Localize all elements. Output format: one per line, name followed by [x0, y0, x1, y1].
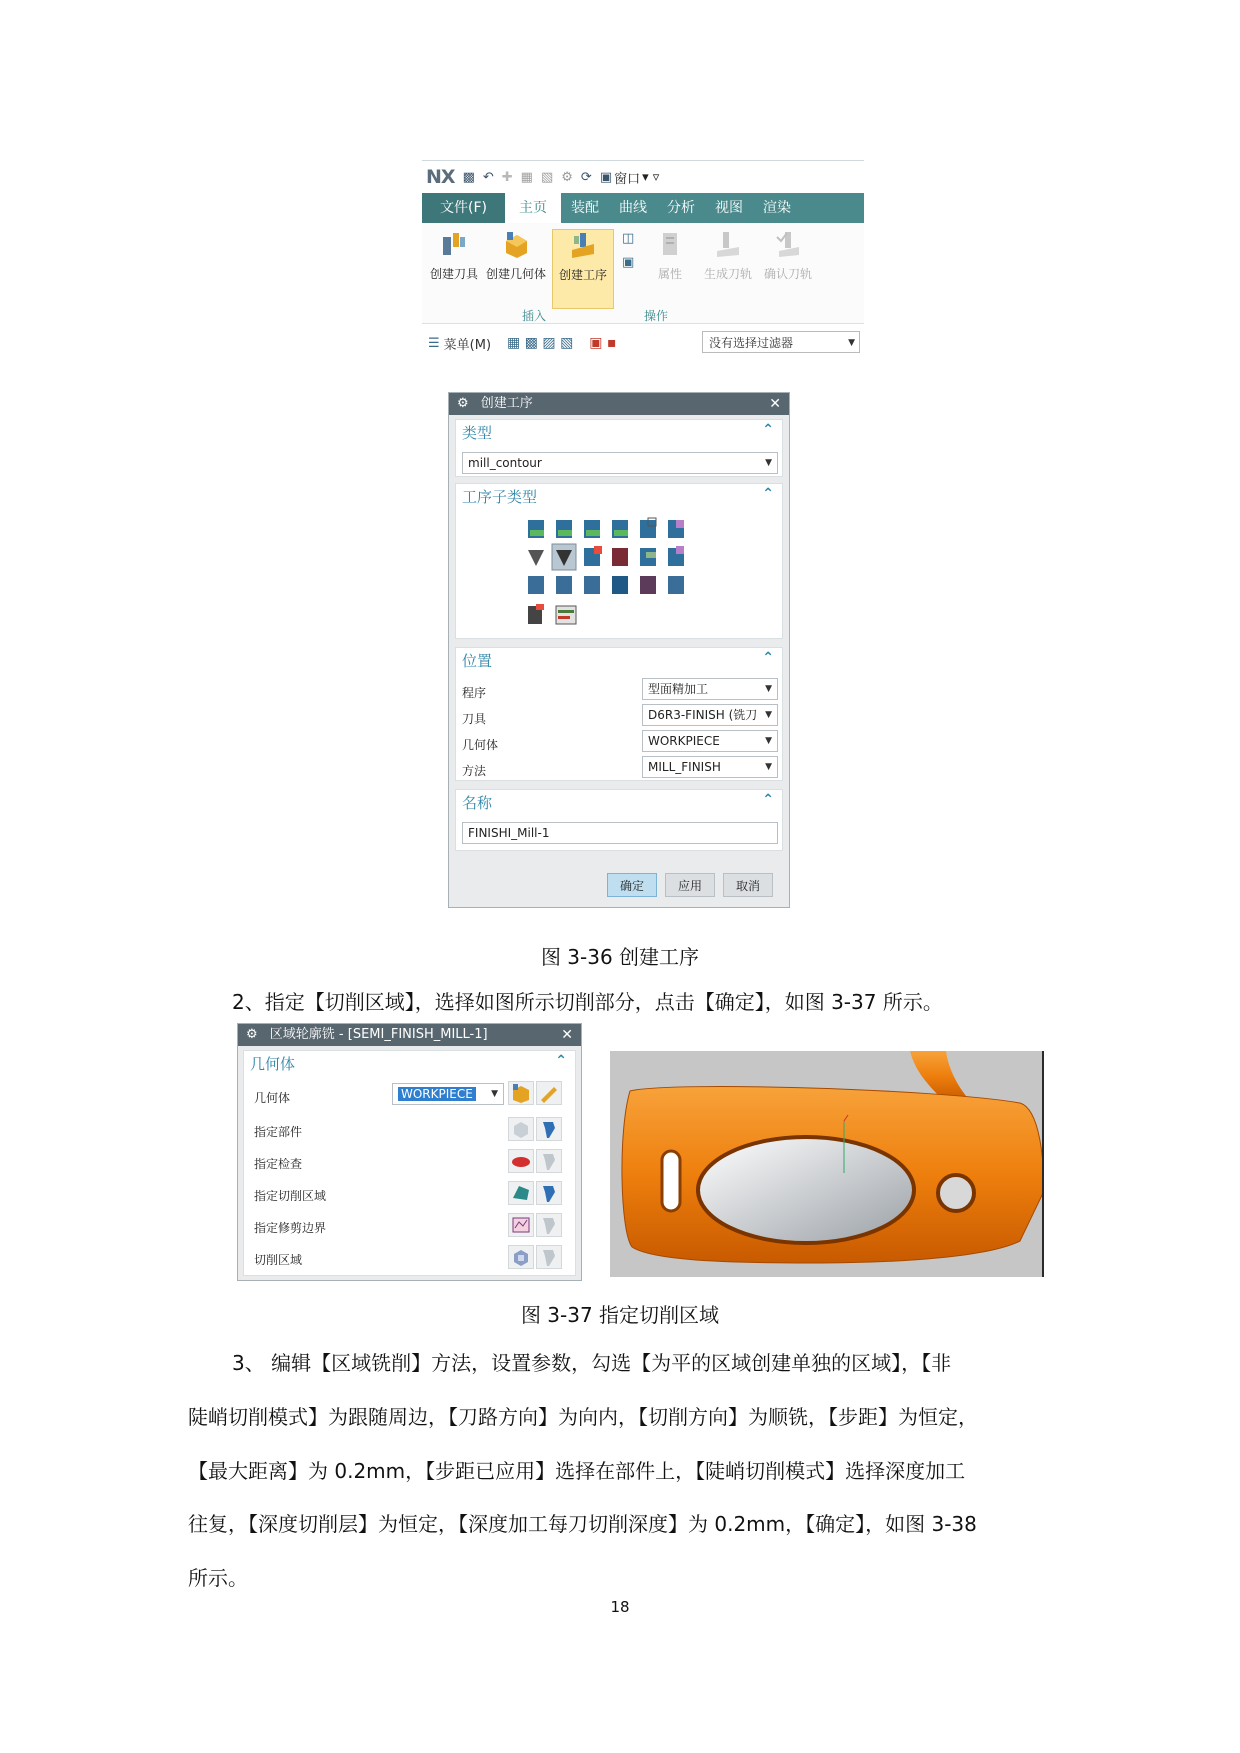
- graphics-viewport[interactable]: [610, 1051, 1044, 1277]
- step-3-line-3: 【最大距离】为 0.2mm，【步距已应用】选择在部件上，【陡峭切削模式】选择深度加工: [188, 1459, 966, 1483]
- create-tool-icon: [439, 229, 469, 259]
- geometry-label: 几何体: [254, 1091, 291, 1105]
- cancel-button[interactable]: 取消: [723, 873, 773, 897]
- operation-subtype-icon-grid[interactable]: [526, 516, 726, 636]
- tab-home[interactable]: 主页: [505, 193, 561, 223]
- tab-view[interactable]: 视图: [714, 200, 743, 216]
- generate-toolpath-icon: [713, 229, 743, 259]
- collapse-icon[interactable]: ⌃: [555, 1053, 567, 1069]
- program-value: 型面精加工: [648, 682, 709, 696]
- collapse-icon[interactable]: ⌃: [762, 792, 774, 808]
- name-section: [455, 789, 783, 851]
- flashlight-icon[interactable]: [536, 1213, 562, 1237]
- dialog-title-bar: [238, 1024, 581, 1046]
- create-operation-icon: [568, 230, 598, 260]
- tab-render[interactable]: 渲染: [762, 200, 791, 216]
- location-header[interactable]: 位置: [462, 652, 493, 670]
- method-select[interactable]: [642, 756, 778, 778]
- chevron-down-icon: ▼: [765, 458, 772, 468]
- properties-button[interactable]: [640, 229, 700, 282]
- close-icon[interactable]: ✕: [769, 396, 781, 412]
- chevron-down-icon: ▼: [491, 1089, 498, 1099]
- tools-icon[interactable]: ⚙: [561, 169, 573, 185]
- location-section: [455, 647, 783, 781]
- dialog-title: 创建工序: [480, 396, 533, 411]
- subtype-row-4: [528, 604, 576, 624]
- trim-boundary-select-icon[interactable]: [508, 1213, 534, 1237]
- create-tool-label: 创建刀具: [429, 267, 478, 281]
- chevron-down-icon: ▼: [848, 338, 855, 348]
- check-select-icon[interactable]: [508, 1149, 534, 1173]
- type-value: mill_contour: [468, 456, 542, 470]
- chevron-down-icon: ▼: [765, 684, 772, 694]
- generate-toolpath-label: 生成刀轨: [703, 267, 752, 281]
- dialog-title: 区域轮廓铣 - [SEMI_FINISH_MILL-1]: [269, 1027, 488, 1042]
- chevron-down-icon: ▼: [765, 736, 772, 746]
- step-2-paragraph: 2、指定【切削区域】，选择如图所示切削部分，点击【确定】，如图 3-37 所示。: [232, 990, 943, 1014]
- subtype-section: [455, 483, 783, 639]
- copy-icon[interactable]: ▦: [520, 169, 533, 185]
- collapse-icon[interactable]: ⌃: [762, 486, 774, 502]
- step-3-line-5: 所示。: [188, 1566, 248, 1590]
- nx-logo: NX: [426, 166, 455, 188]
- name-value: FINISHI_Mill-1: [468, 826, 550, 840]
- type-select[interactable]: [462, 452, 778, 474]
- window-menu[interactable]: 窗口: [614, 171, 641, 187]
- snap-tools-icon[interactable]: ▣ ▪: [589, 335, 617, 351]
- redo-icon[interactable]: ✚: [501, 169, 513, 185]
- window-icon[interactable]: ▣: [599, 169, 613, 185]
- program-select[interactable]: [642, 678, 778, 700]
- small-copy-icon[interactable]: ◫: [622, 231, 635, 246]
- menu-button[interactable]: 菜单(M): [443, 337, 492, 353]
- properties-label: 属性: [657, 267, 682, 281]
- method-value: MILL_FINISH: [648, 760, 721, 774]
- geometry-select[interactable]: [642, 730, 778, 752]
- small-edit-icon[interactable]: ▣: [622, 255, 635, 270]
- selection-bar: [422, 328, 864, 358]
- method-label: 方法: [462, 764, 487, 778]
- geometry-select[interactable]: [392, 1083, 504, 1105]
- menu-icon: ☰: [428, 335, 440, 351]
- page-number: 18: [610, 1598, 630, 1616]
- create-operation-dialog: [448, 392, 790, 908]
- selection-filter-value: 没有选择过滤器: [709, 336, 794, 350]
- tool-value: D6R3-FINISH (铣刀: [648, 708, 758, 722]
- close-icon[interactable]: ✕: [561, 1027, 573, 1043]
- chevron-down-icon: ▼: [765, 762, 772, 772]
- tab-analysis[interactable]: 分析: [666, 200, 695, 216]
- create-geometry-button[interactable]: [486, 229, 546, 282]
- create-geometry-label: 创建几何体: [486, 267, 547, 281]
- create-geometry-icon[interactable]: [508, 1081, 534, 1105]
- touch-mode-icon[interactable]: ⟳: [580, 169, 592, 185]
- step-3-line-1: 3、 编辑【区域铣削】方法，设置参数，勾选【为平的区域创建单独的区域】，【非: [232, 1351, 952, 1375]
- verify-toolpath-button[interactable]: [758, 229, 818, 282]
- program-label: 程序: [462, 686, 487, 700]
- ok-button[interactable]: 确定: [607, 873, 657, 897]
- tool-label: 刀具: [462, 712, 487, 726]
- selection-tools-icon[interactable]: ▦ ▩ ▨ ▧: [507, 335, 574, 351]
- name-input[interactable]: [462, 822, 778, 844]
- subtype-header[interactable]: 工序子类型: [462, 488, 538, 506]
- name-header[interactable]: 名称: [462, 794, 493, 812]
- cut-area-label: 切削区域: [254, 1253, 303, 1267]
- nx-ribbon-screenshot: [422, 160, 864, 366]
- collapse-icon[interactable]: ⌃: [762, 422, 774, 438]
- edit-geometry-icon[interactable]: [536, 1081, 562, 1105]
- geometry-header[interactable]: 几何体: [250, 1055, 296, 1073]
- type-header[interactable]: 类型: [462, 424, 493, 442]
- flashlight-icon[interactable]: [536, 1245, 562, 1269]
- gear-icon: ⚙: [246, 1027, 258, 1042]
- verify-toolpath-icon: [773, 229, 803, 259]
- geometry-section: [243, 1050, 576, 1276]
- tool-select[interactable]: [642, 704, 778, 726]
- generate-toolpath-button[interactable]: [698, 229, 758, 282]
- step-3-line-4: 往复，【深度切削层】为恒定，【深度加工每刀切削深度】为 0.2mm，【确定】，如图 3-38: [188, 1512, 977, 1536]
- save-icon[interactable]: ▩: [462, 169, 475, 185]
- undo-icon[interactable]: ↶: [482, 169, 494, 185]
- create-operation-button[interactable]: [552, 229, 614, 309]
- step-3-line-2: 陡峭切削模式】为跟随周边，【刀路方向】为向内，【切削方向】为顺铣，【步距】为恒定，: [188, 1405, 978, 1429]
- group-operation-label: 操作: [644, 309, 669, 323]
- figure-caption: 图 3-37 指定切削区域: [520, 1303, 720, 1327]
- group-insert-label: 插入: [522, 309, 547, 323]
- geometry-value: WORKPIECE: [398, 1087, 476, 1101]
- specify-check-label: 指定检查: [254, 1157, 303, 1171]
- part-model-image: [610, 1051, 1044, 1277]
- selection-filter-dropdown[interactable]: [702, 331, 860, 353]
- collapse-icon[interactable]: ⌃: [762, 650, 774, 666]
- gear-icon: ⚙: [457, 396, 469, 411]
- chevron-down-icon: ▼: [765, 705, 772, 725]
- subtype-row-1: [528, 518, 684, 538]
- specify-trim-boundary-label: 指定修剪边界: [254, 1221, 327, 1235]
- cut-area-select-icon[interactable]: [508, 1181, 534, 1205]
- dialog-title-bar: [449, 393, 789, 415]
- properties-icon: [655, 229, 685, 259]
- tab-file[interactable]: 文件(F): [422, 193, 505, 223]
- tab-curve[interactable]: 曲线: [618, 200, 647, 216]
- specify-cut-area-label: 指定切削区域: [254, 1189, 327, 1203]
- ribbon-tabs: [422, 193, 864, 223]
- figure-caption: 图 3-36 创建工序: [540, 945, 700, 969]
- paste-icon[interactable]: ▧: [540, 169, 554, 185]
- quick-access-toolbar: [422, 161, 864, 193]
- region-contour-milling-dialog: [237, 1023, 582, 1281]
- create-geometry-icon: [501, 229, 531, 259]
- flashlight-icon[interactable]: [536, 1117, 562, 1141]
- create-operation-label: 创建工序: [558, 268, 607, 282]
- cut-area-display-icon[interactable]: [508, 1245, 534, 1269]
- geometry-value: WORKPIECE: [648, 734, 720, 748]
- verify-toolpath-label: 确认刀轨: [763, 267, 812, 281]
- flashlight-icon[interactable]: [536, 1149, 562, 1173]
- flashlight-icon[interactable]: [536, 1181, 562, 1205]
- customize-dropdown-icon[interactable]: ▾ ▿: [642, 169, 660, 185]
- specify-part-label: 指定部件: [254, 1125, 303, 1139]
- geometry-label: 几何体: [462, 738, 499, 752]
- type-section: [455, 419, 783, 477]
- tab-assembly[interactable]: 装配: [570, 200, 599, 216]
- subtype-row-2: [528, 544, 684, 570]
- subtype-row-3: [528, 576, 684, 594]
- create-tool-button[interactable]: [424, 229, 484, 282]
- part-select-icon[interactable]: [508, 1117, 534, 1141]
- apply-button[interactable]: 应用: [665, 873, 715, 897]
- ribbon-panel: [422, 223, 864, 324]
